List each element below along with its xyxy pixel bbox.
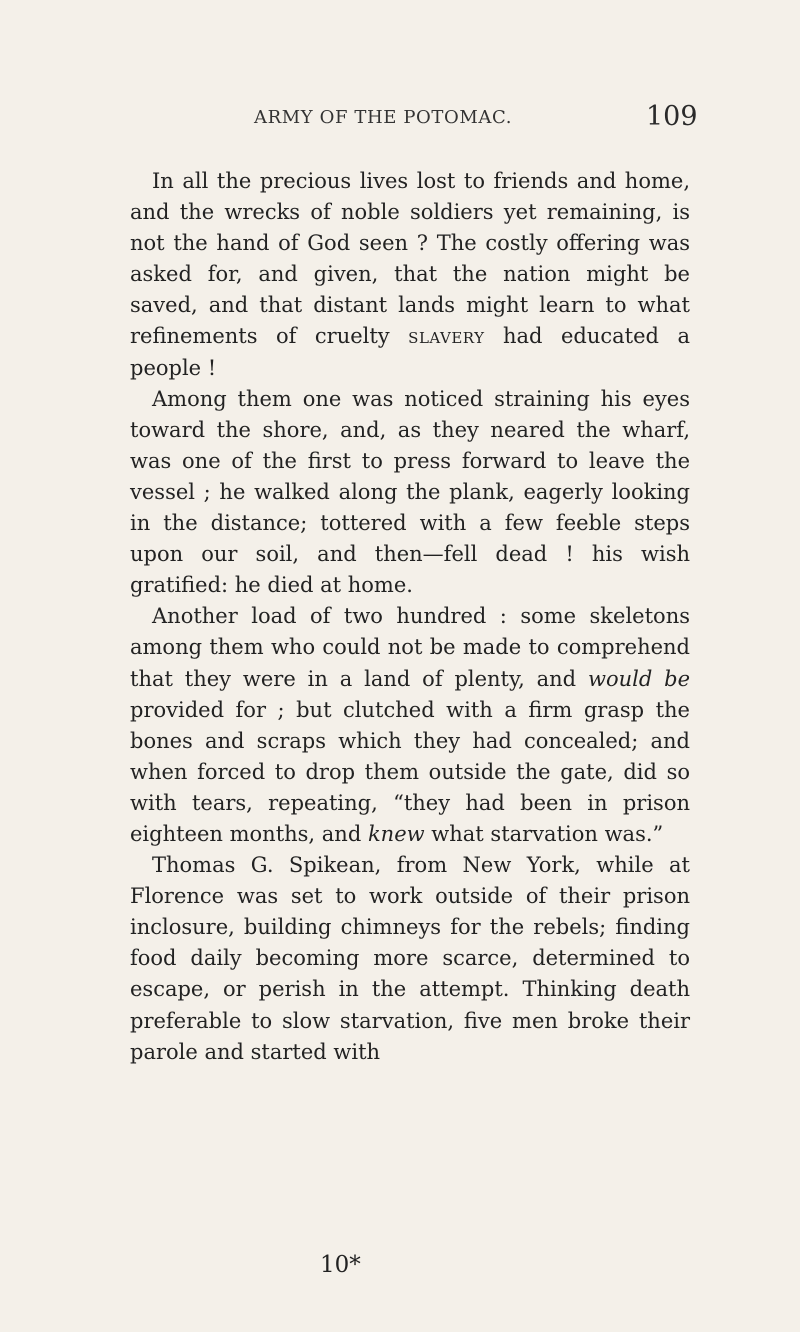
paragraph-1: [130, 166, 690, 384]
body-text: [130, 166, 690, 1068]
paragraph-3: [130, 601, 690, 850]
signature-mark: 10*: [320, 1252, 361, 1278]
paragraph-3-italic-b: knew: [367, 821, 425, 846]
paragraph-1-smallcaps: slavery: [408, 324, 485, 349]
running-title: ARMY OF THE POTOMAC.: [254, 107, 513, 128]
paragraph-2: Among them one was noticed straining his eyes toward the shore, and, as they neared the wharf, was one of the first to press forward to leave the vessel ; he walked along the plank, eagerly looking in the distance; tottered with a few feeble steps upon our soil, and then—fell dead ! his wish gratified: he died at home.: [130, 386, 690, 598]
page-number: 109: [646, 101, 698, 132]
paragraph-3-italic-a: would be: [587, 666, 691, 691]
paragraph-1-text-end: had educated a people !: [130, 324, 690, 380]
paragraph-3-text-b: provided for ; but clutched with a firm grasp the bones and scraps which they had concealed; and when forced to drop them outside the gate, did so with tears, repeating, “they had been in prison eighteen months, and: [130, 697, 690, 846]
page-header: [0, 101, 800, 141]
paragraph-3-text-a: Another load of two hundred : some skeletons among them who could not be made to comprehend that they were in a land of plenty, and: [130, 604, 690, 691]
paragraph-4: Thomas G. Spikean, from New York, while at Florence was set to work outside of their prison inclosure, building chimneys for the rebels; finding food daily becoming more scarce, determined to escape, or perish in the attempt. Thinking death preferable to slow starvation, five men broke their parole and started with: [130, 853, 690, 1064]
paragraph-1-text: In all the precious lives lost to friends and home, and the wrecks of noble soldiers yet remaining, is not the hand of God seen ? The costly offering was asked for, and given, that the nation might be saved, and that distant lands might learn to what refinements of cruelty: [130, 169, 690, 349]
paragraph-3-text-c: what starvation was.”: [424, 821, 664, 846]
